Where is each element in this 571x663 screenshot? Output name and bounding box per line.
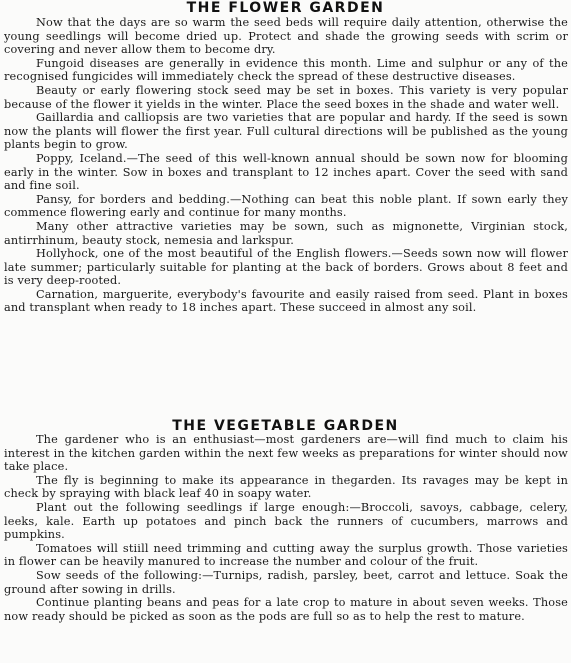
paragraph-beans-peas: Continue planting beans and peas for a late crop to mature in about seven weeks. Those now ready should be picked as soon as the pods are full so as to help the rest to mature. [4, 596, 568, 623]
paragraph-pansy: Pansy, for borders and bedding.—Nothing can beat this noble plant. If sown early they commence flowering early and continue for many months. [4, 192, 568, 220]
paragraph-stock-seed: Beauty or early flowering stock seed may be set in boxes. This variety is very popular because of the flower it yields in the winter. Place the seed boxes in the shade and water well. [4, 83, 568, 111]
paragraph-sow-seeds: Sow seeds of the following:—Turnips, radish, parsley, beet, carrot and lettuce. Soak the ground after sowing in drills. [4, 568, 568, 596]
paragraph-tomatoes: Tomatoes will stiill need trimming and cutting away the surplus growth. Those varieties in flower can be heavily manured to increase the number and colour of the fruit. [4, 541, 568, 569]
paragraph-seed-beds: Now that the days are so warm the seed beds will require daily attention, otherwise the young seedlings will become dried up. Protect and shade the growing seeds with scrim or covering and never allow them to become dry. [4, 16, 568, 57]
paragraph-seedlings: Plant out the following seedlings if large enough:—Broccoli, savoys, cabbage, celery, leeks, kale. Earth up potatoes and pinch back the runners of cucumbers, marrows and pumpkins. [4, 500, 568, 542]
paragraph-fly: The fly is beginning to make its appearance in thegarden. Its ravages may be kept in check by spraying with black leaf 40 in soapy water. [4, 473, 568, 501]
vegetable-garden-heading: THE VEGETABLE GARDEN [172, 418, 399, 434]
flower-garden-body [4, 16, 568, 315]
flower-garden-heading: THE FLOWER GARDEN [186, 0, 385, 16]
paragraph-fungoid-diseases: Fungoid diseases are generally in evidence this month. Lime and sulphur or any of the recognised fungicides will immediately check the spread of these destructive diseases. [4, 56, 568, 84]
paragraph-hollyhock: Hollyhock, one of the most beautiful of the English flowers.—Seeds sown now will flower late summer; particularly suitable for planting at the back of borders. Grows about 8 feet and is very deep-rooted. [4, 247, 568, 288]
paragraph-gaillardia: Gaillardia and calliopsis are two varieties that are popular and hardy. If the seed is sown now the plants will flower the first year. Full cultural directions will be published as the young plants begin to grow. [4, 111, 568, 152]
paragraph-carnation: Carnation, marguerite, everybody's favourite and easily raised from seed. Plant in boxes and transplant when ready to 18 inches apart. These succeed in almost any soil. [4, 287, 568, 315]
paragraph-enthusiast: The gardener who is an enthusiast—most gardeners are—will find much to claim his interest in the kitchen garden within the next few weeks as preparations for winter should now take place. [4, 433, 568, 474]
vegetable-garden-body [4, 433, 568, 623]
paragraph-poppy: Poppy, Iceland.—The seed of this well-known annual should be sown now for blooming early in the winter. Sow in boxes and transplant to 12 inches apart. Cover the seed with sand and fine soil. [4, 151, 568, 193]
paragraph-other-varieties: Many other attractive varieties may be sown, such as mignonette, Virginian stock, antirrhinum, beauty stock, nemesia and larkspur. [4, 219, 568, 247]
